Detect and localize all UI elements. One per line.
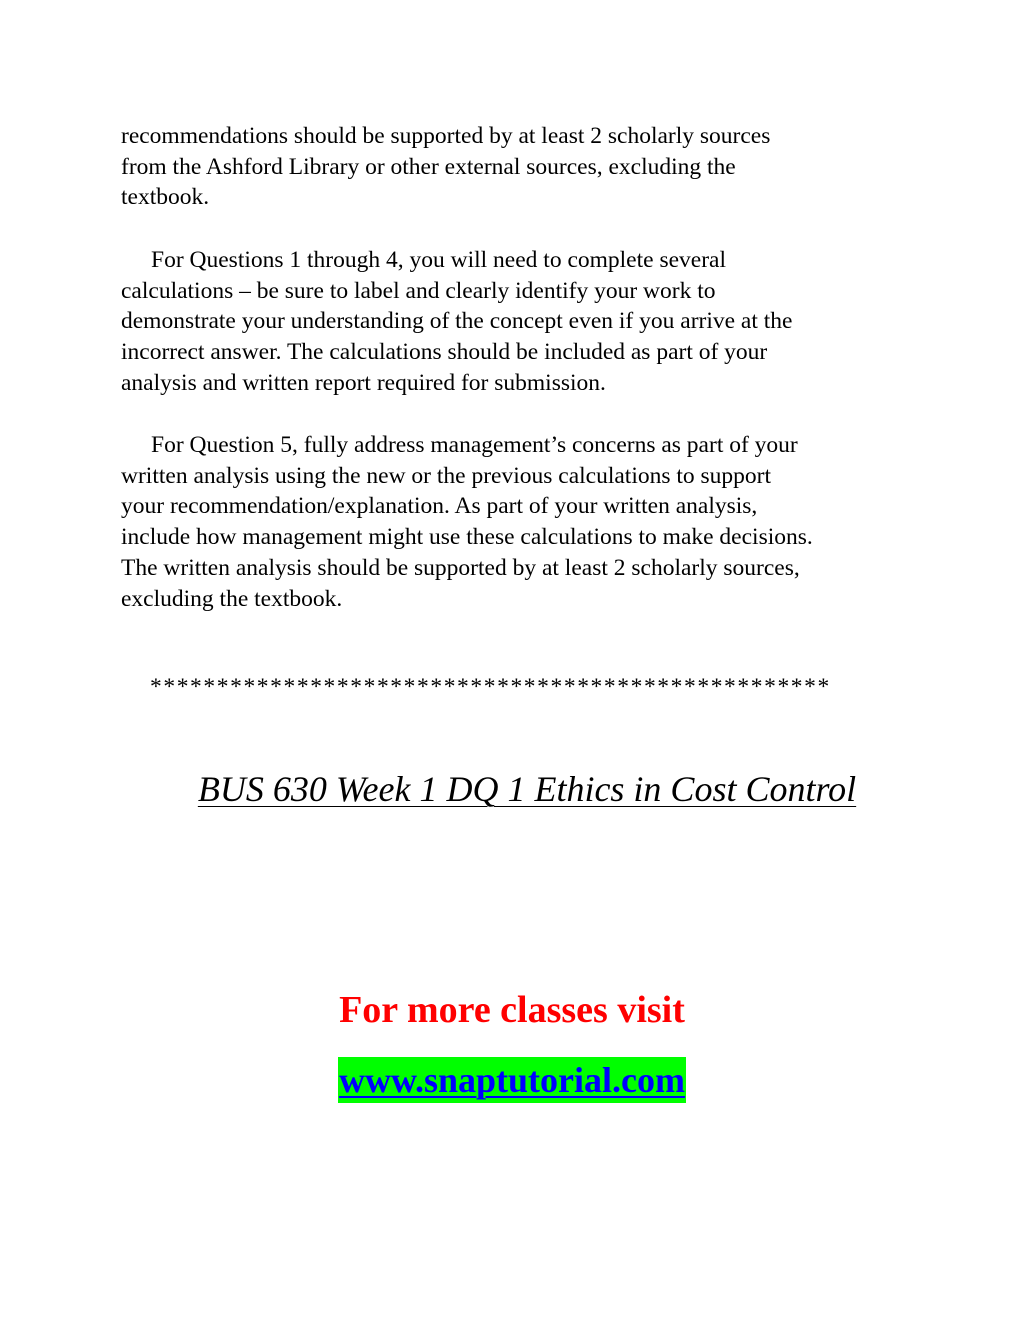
section-heading: BUS 630 Week 1 DQ 1 Ethics in Cost Control [197,769,857,809]
text-line: The written analysis should be supported by at least 2 scholarly sources, [121,554,800,581]
promo-text: For more classes visit [339,989,685,1031]
text-line: written analysis using the new or the previous calculations to support [121,462,772,489]
text-line: For Questions 1 through 4, you will need to complete several [151,247,726,273]
text-line: analysis and written report required for submission. [121,369,606,396]
paragraph-recommendations [121,121,921,213]
text-line: calculations – be sure to label and clearly identify your work to [121,277,716,304]
text-line: textbook. [121,184,210,211]
text-line: from the Ashford Library or other external sources, excluding the [121,153,736,180]
text-line: For Question 5, fully address management’s concerns as part of your [151,432,798,458]
text-line: your recommendation/explanation. As part of your written analysis, [121,493,758,520]
separator-asterisks: *************************************************** [150,674,831,700]
promo-link[interactable]: www.snaptutorial.com [338,1057,686,1103]
text-line: include how management might use these calculations to make decisions. [121,524,813,551]
text-line: recommendations should be supported by at least 2 scholarly sources [121,123,771,149]
text-line: excluding the textbook. [121,585,343,612]
text-line: demonstrate your understanding of the concept even if you arrive at the [121,308,793,335]
text-line: incorrect answer. The calculations should be included as part of your [121,339,768,366]
paragraph-question-5 [121,430,921,614]
promo-link-wrapper [0,1057,1024,1103]
paragraph-questions-1-4 [121,245,921,399]
